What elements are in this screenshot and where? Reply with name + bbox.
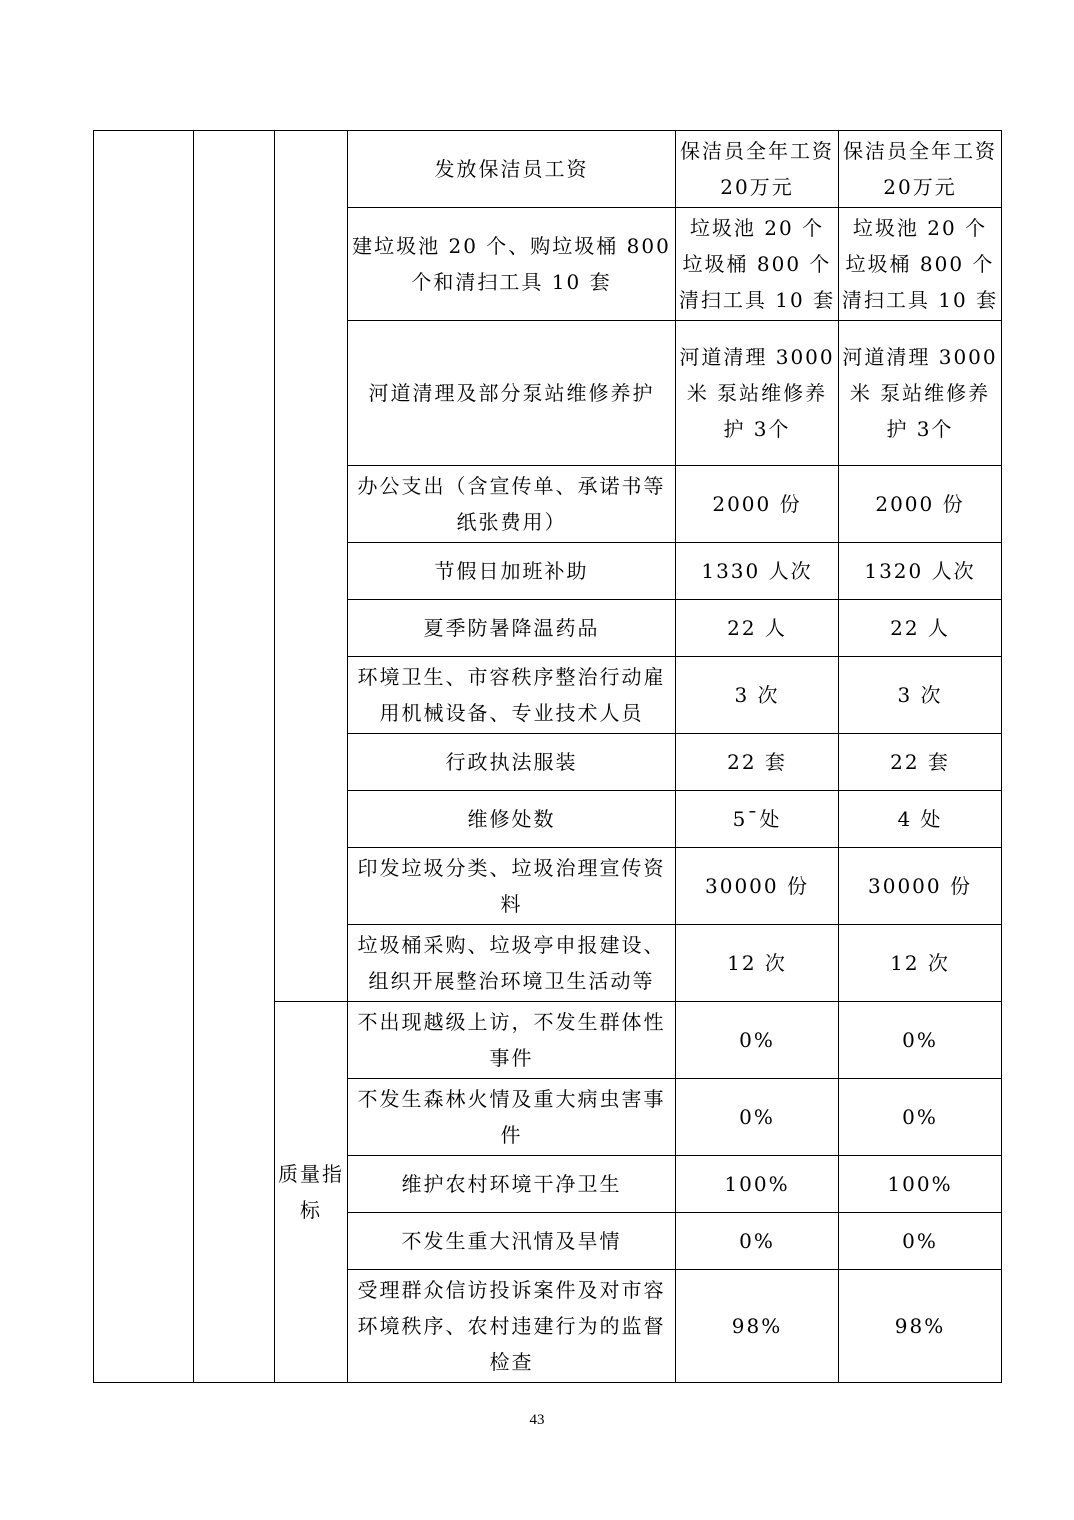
indicator-item: 节假日加班补助: [348, 543, 676, 600]
target-value: 22 人: [676, 600, 839, 657]
actual-value: 0%: [839, 1079, 1002, 1156]
indicator-item: 维修处数: [348, 791, 676, 848]
target-value: 0%: [676, 1079, 839, 1156]
indicator-item: 夏季防暑降温药品: [348, 600, 676, 657]
indicator-item: 不发生重大汛情及旱情: [348, 1213, 676, 1270]
actual-value: 垃圾池 20 个 垃圾桶 800 个 清扫工具 10 套: [839, 208, 1002, 321]
target-value: 0%: [676, 1213, 839, 1270]
indicator-item: 垃圾桶采购、垃圾亭申报建设、组织开展整治环境卫生活动等: [348, 925, 676, 1002]
indicator-item: 不发生森林火情及重大病虫害事件: [348, 1079, 676, 1156]
performance-indicator-table: [93, 130, 1002, 1383]
actual-value: 12 次: [839, 925, 1002, 1002]
target-value: 22 套: [676, 734, 839, 791]
indicator-item: 受理群众信访投诉案件及对市容环境秩序、农村违建行为的监督检查: [348, 1270, 676, 1383]
page-number: 43: [529, 1412, 545, 1428]
indicator-item: 发放保洁员工资: [348, 131, 676, 208]
actual-value: 河道清理 3000米 泵站维修养护 3个: [839, 321, 1002, 466]
actual-value: 3 次: [839, 657, 1002, 734]
actual-value: 0%: [839, 1002, 1002, 1079]
target-value: 保洁员全年工资20万元: [676, 131, 839, 208]
indicator-item: 不出现越级上访，不发生群体性事件: [348, 1002, 676, 1079]
target-value: 垃圾池 20 个 垃圾桶 800 个 清扫工具 10 套: [676, 208, 839, 321]
target-value: 0%: [676, 1002, 839, 1079]
blank-column-2: [194, 131, 275, 1383]
indicator-item: 印发垃圾分类、垃圾治理宣传资料: [348, 848, 676, 925]
actual-value: 30000 份: [839, 848, 1002, 925]
actual-value: 22 人: [839, 600, 1002, 657]
indicator-item: 行政执法服装: [348, 734, 676, 791]
actual-value: 100%: [839, 1156, 1002, 1213]
indicator-item: 建垃圾池 20 个、购垃圾桶 800 个和清扫工具 10 套: [348, 208, 676, 321]
category-label-quality: 质量指标: [275, 1002, 348, 1383]
actual-value: 1320 人次: [839, 543, 1002, 600]
target-value: 98%: [676, 1270, 839, 1383]
blank-column-1: [94, 131, 194, 1383]
actual-value: 0%: [839, 1213, 1002, 1270]
target-value: 30000 份: [676, 848, 839, 925]
indicator-item: 河道清理及部分泵站维修养护: [348, 321, 676, 466]
indicator-item: 办公支出（含宣传单、承诺书等纸张费用）: [348, 466, 676, 543]
actual-value: 保洁员全年工资20万元: [839, 131, 1002, 208]
indicator-item: 维护农村环境干净卫生: [348, 1156, 676, 1213]
target-value: 2000 份: [676, 466, 839, 543]
target-value: 3 次: [676, 657, 839, 734]
blank-category-cell: [275, 131, 348, 1002]
actual-value: 4 处: [839, 791, 1002, 848]
indicator-item: 环境卫生、市容秩序整治行动雇用机械设备、专业技术人员: [348, 657, 676, 734]
actual-value: 2000 份: [839, 466, 1002, 543]
target-value: 5¯处: [676, 791, 839, 848]
target-value: 1330 人次: [676, 543, 839, 600]
actual-value: 22 套: [839, 734, 1002, 791]
target-value: 河道清理 3000米 泵站维修养护 3个: [676, 321, 839, 466]
target-value: 12 次: [676, 925, 839, 1002]
target-value: 100%: [676, 1156, 839, 1213]
actual-value: 98%: [839, 1270, 1002, 1383]
